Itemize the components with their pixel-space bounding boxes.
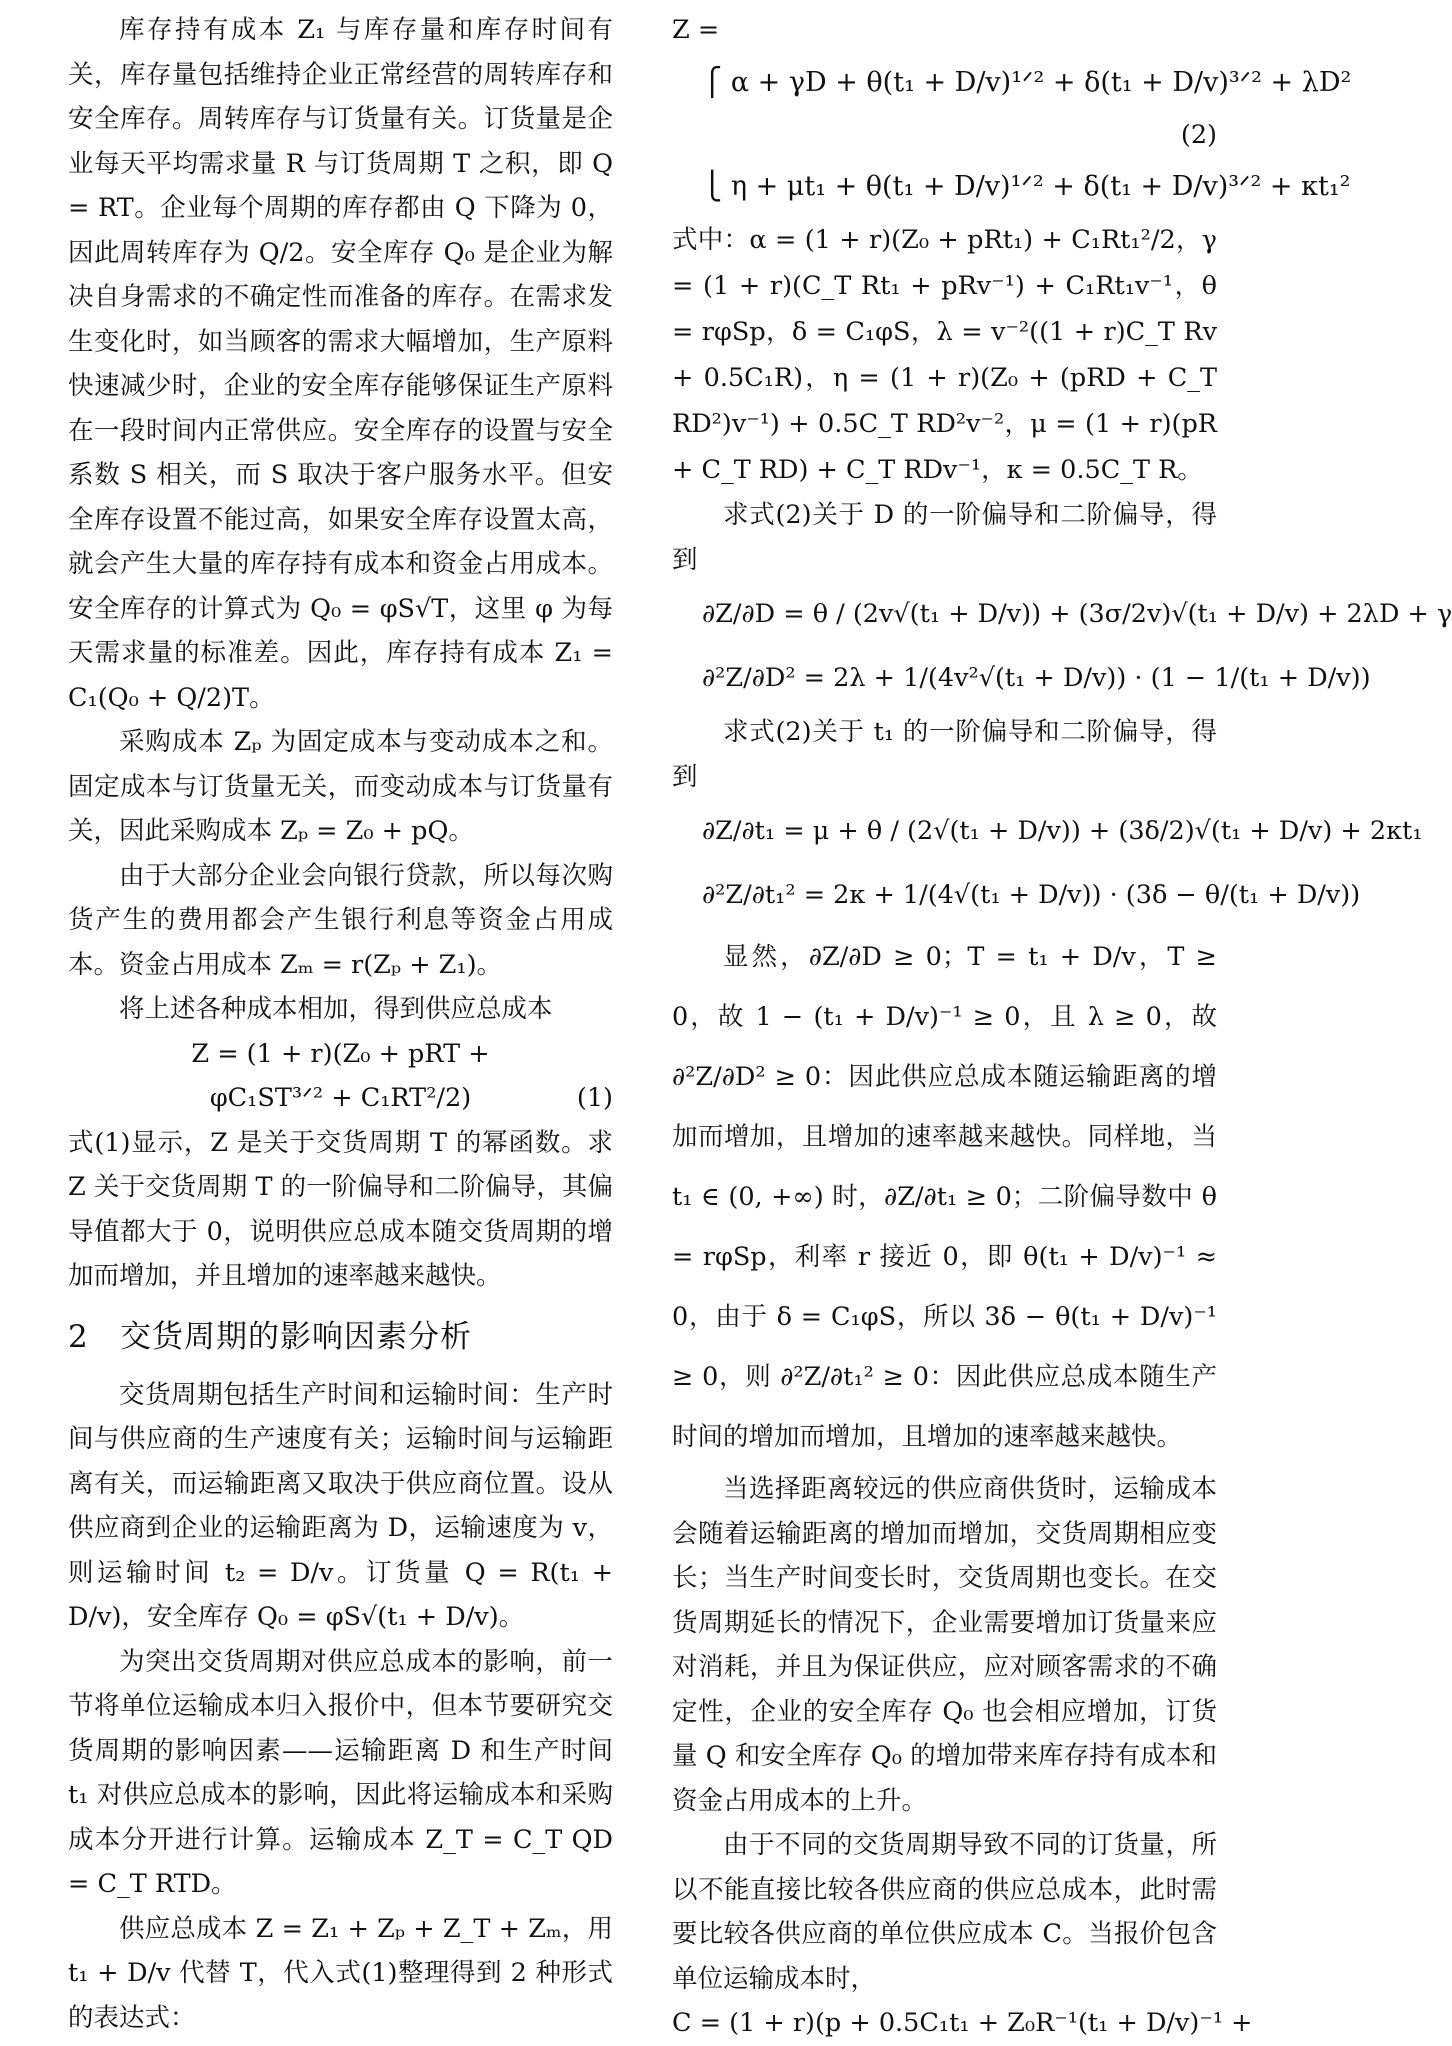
equation-1-tag: (1) xyxy=(576,1083,613,1113)
right-column xyxy=(672,8,1452,2046)
paragraph-total-cost-intro: 将上述各种成本相加，得到供应总成本 xyxy=(119,994,553,1024)
paragraph-delivery-cycle: 交货周期包括生产时间和运输时间：生产时间与供应商的生产速度有关；运输时间与运输距离有关，而运输距离又取决于供应商位置。设从供应商到企业的运输距离为 D，运输速度为 v，则运输时间 t₂ = D/v。订货量 Q = R(t₁ + D/v)，安全库存 Q₀ = φS√(t₁ + D/v)。 xyxy=(68,1379,613,1632)
equation-1-line-1-text: Z = (1 + r)(Z₀ + pRT + xyxy=(191,1038,490,1069)
paragraph-holding-cost: 库存持有成本 Z₁ 与库存量和库存时间有关，库存量包括维持企业正常经营的周转库存和安全库存。周转库存与订货量有关。订货量是企业每天平均需求量 R 与订货周期 T 之积，即 Q = RT。企业每个周期的库存都由 Q 下降为 0，因此周转库存为 Q/2。安全库存 Q₀ 是企业为解决自身需求的不确定性而准备的库存。在需求发生变化时，如当顾客的需求大幅增加，生产原料快速减少时，企业的安全库存能够保证生产原料在一段时间内正常供应。安全库存的设置与安全系数 S 相关，而 S 取决于客户服务水平。但安全库存设置不能过高，如果安全库存设置太高，就会产生大量的库存持有成本和资金占用成本。安全库存的计算式为 Q₀ = φS√T，这里 φ 为每天需求量的标准差。因此，库存持有成本 Z₁ = C₁(Q₀ + Q/2)T。 xyxy=(68,15,613,713)
paragraph-distant-supplier: 当选择距离较远的供应商供货时，运输成本会随着运输距离的增加而增加，交货周期相应变长；当生产时间变长时，交货周期也变长。在交货周期延长的情况下，企业需要增加订货量来应对消耗，并且为保证供应，应对顾客需求的不确定性，企业的安全库存 Q₀ 也会相应增加，订货量 Q 和安全库存 Q₀ 的增加带来库存持有成本和资金占用成本的上升。 xyxy=(672,1474,1217,1816)
equation-3: C = (1 + r)(p + 0.5C₁t₁ + Z₀R⁻¹(t₁ + D/v)⁻¹ + xyxy=(672,2008,1253,2038)
equation-1-line-2 xyxy=(68,1076,613,1121)
equation-2-definitions: 式中：α = (1 + r)(Z₀ + pRt₁) + C₁Rt₁²/2，γ = (1 + r)(C_T Rt₁ + pRv⁻¹) + C₁Rt₁v⁻¹，θ = rφSp，δ = C₁φS，λ = v⁻²((1 + r)C_T Rv + 0.5C₁R)，η = (1 + r)(Z₀ + (pRD + C_T RD²)v⁻¹) + 0.5C_T RD²v⁻²，μ = (1 + r)(pR + C_T RD) + C_T RDv⁻¹，κ = 0.5C_T R。 xyxy=(672,225,1217,485)
paragraph-capital-cost: 由于大部分企业会向银行贷款，所以每次购货产生的费用都会产生银行利息等资金占用成本。资金占用成本 Zₘ = r(Zₚ + Z₁)。 xyxy=(68,860,613,980)
equation-2-tag: (2) xyxy=(1180,119,1217,150)
derivative-d2z-dd2: ∂²Z/∂D² = 2λ + 1/(4v²√(t₁ + D/v)) · (1 − 1/(t₁ + D/v)) xyxy=(702,663,1371,693)
paragraph-eq1-analysis: 式(1)显示，Z 是关于交货周期 T 的幂函数。求 Z 关于交货周期 T 的一阶偏导和二阶偏导，其偏导值都大于 0，说明供应总成本随交货周期的增加而增加，并且增加的速率越来越快。 xyxy=(68,1127,613,1291)
equation-1-line-2-text: φC₁ST³ᐟ² + C₁RT²/2) xyxy=(209,1083,472,1113)
paragraph-purchase-cost: 采购成本 Zₚ 为固定成本与变动成本之和。固定成本与订货量无关，而变动成本与订货量有关，因此采购成本 Zₚ = Z₀ + pQ。 xyxy=(68,727,613,846)
paragraph-t1-derivatives-intro: 求式(2)关于 t₁ 的一阶偏导和二阶偏导，得到 xyxy=(672,717,1217,792)
equation-2-tag-line xyxy=(672,113,1217,158)
left-column xyxy=(68,8,613,2040)
paragraph-total-cost-substitution: 供应总成本 Z = Z₁ + Zₚ + Z_T + Zₘ，用 t₁ + D/v 代替 T，代入式(1)整理得到 2 种形式的表达式： xyxy=(68,1913,613,2033)
equation-2-case-1: ⎧ α + γD + θ(t₁ + D/v)¹ᐟ² + δ(t₁ + D/v)³ᐟ² + λD² xyxy=(702,66,1352,98)
derivative-dz-dt1: ∂Z/∂t₁ = μ + θ / (2√(t₁ + D/v)) + (3δ/2)√(t₁ + D/v) + 2κt₁ xyxy=(702,816,1423,846)
equation-1-line-1 xyxy=(68,1032,613,1077)
section-number: 2 xyxy=(68,1318,89,1355)
paragraph-d-derivatives-intro: 求式(2)关于 D 的一阶偏导和二阶偏导，得到 xyxy=(672,500,1217,575)
section-heading xyxy=(68,1315,613,1359)
equation-2-case-2: ⎩ η + μt₁ + θ(t₁ + D/v)¹ᐟ² + δ(t₁ + D/v)³ᐟ² + κt₁² xyxy=(702,171,1351,202)
paragraph-transport-cost: 为突出交货周期对供应总成本的影响，前一节将单位运输成本归入报价中，但本节要研究交货周期的影响因素——运输距离 D 和生产时间 t₁ 对供应总成本的影响，因此将运输成本和采购成本分开进行计算。运输成本 Z_T = C_T QD = C_T RTD。 xyxy=(68,1646,613,1899)
derivative-d2z-dt12: ∂²Z/∂t₁² = 2κ + 1/(4√(t₁ + D/v)) · (3δ − θ/(t₁ + D/v)) xyxy=(702,880,1361,910)
paragraph-derivative-analysis: 显然，∂Z/∂D ≥ 0；T = t₁ + D/v，T ≥ 0，故 1 − (t₁ + D/v)⁻¹ ≥ 0，且 λ ≥ 0，故 ∂²Z/∂D² ≥ 0：因此供应总成本随运输距离的增加而增加，且增加的速率越来越快。同样地，当 t₁ ∈ (0, +∞) 时，∂Z/∂t₁ ≥ 0；二阶偏导数中 θ = rφSp，利率 r 接近 0，即 θ(t₁ + D/v)⁻¹ ≈ 0，由于 δ = C₁φS，所以 3δ − θ(t₁ + D/v)⁻¹ ≥ 0，则 ∂²Z/∂t₁² ≥ 0：因此供应总成本随生产时间的增加而增加，且增加的速率越来越快。 xyxy=(672,942,1217,1452)
equation-2-lhs: Z = xyxy=(672,15,720,45)
section-title: 交货周期的影响因素分析 xyxy=(120,1318,472,1355)
paragraph-unit-cost: 由于不同的交货周期导致不同的订货量，所以不能直接比较各供应商的供应总成本，此时需要比较各供应商的单位供应成本 C。当报价包含单位运输成本时， xyxy=(672,1830,1217,1994)
derivative-dz-dd: ∂Z/∂D = θ / (2v√(t₁ + D/v)) + (3σ/2v)√(t₁ + D/v) + 2λD + γ xyxy=(702,599,1452,629)
